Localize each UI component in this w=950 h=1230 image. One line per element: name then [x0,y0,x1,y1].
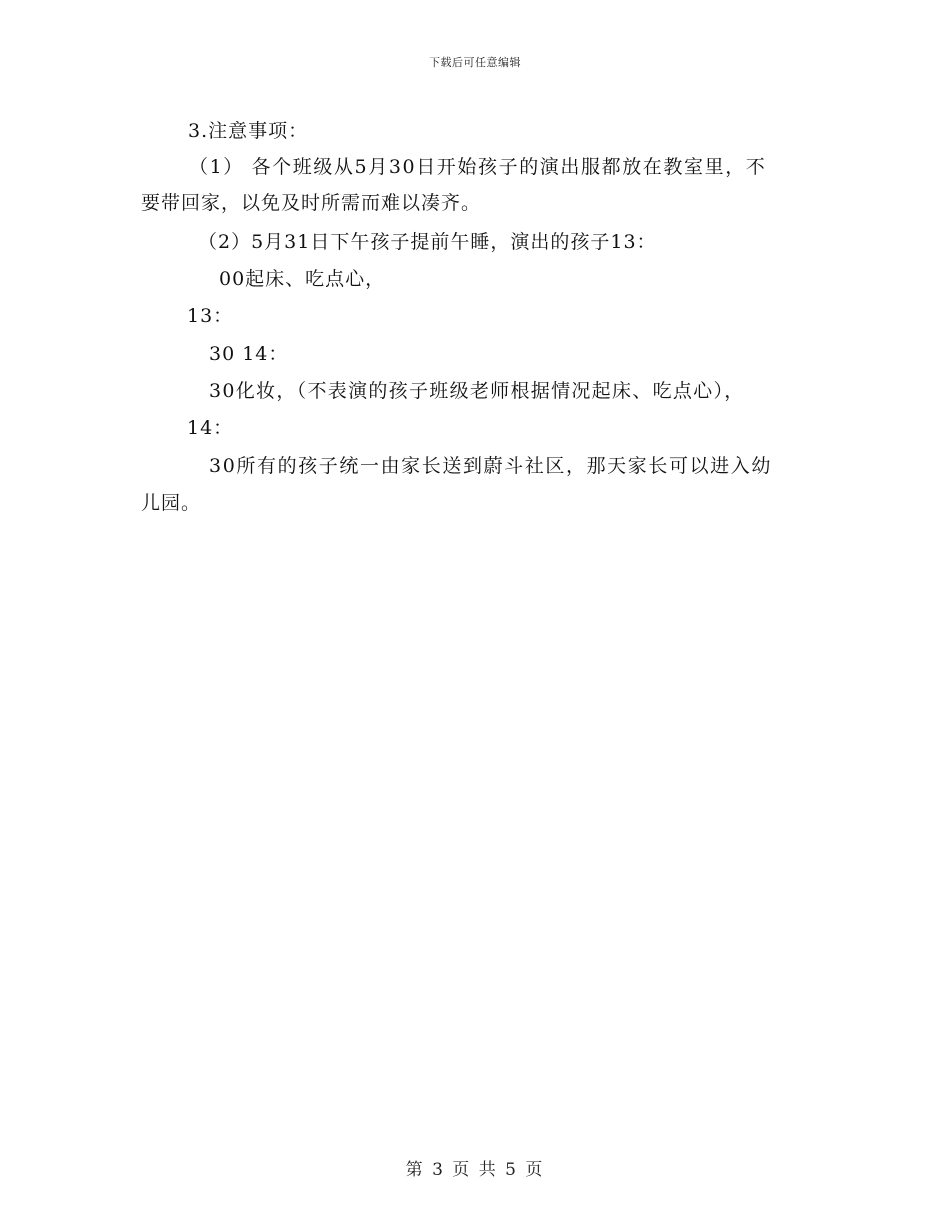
paragraph-line: 30所有的孩子统一由家长送到蔚斗社区，那天家长可以进入幼 [209,455,772,477]
paragraph-line: 00起床、吃点心， [219,268,386,290]
paragraph-line: 14： [187,417,234,439]
page-number-footer: 第 3 页 共 5 页 [405,1160,545,1180]
page-header: 下载后可任意编辑 [429,56,521,69]
paragraph-line: 30化妆，（不表演的孩子班级老师根据情况起床、吃点心）， [209,380,745,402]
section-heading-notes: 3.注意事项： [188,120,309,142]
paragraph-line: （1） 各个班级从5月30日开始孩子的演出服都放在教室里，不 [189,156,767,178]
paragraph-line: 要带回家，以免及时所需而难以凑齐。 [141,192,482,214]
paragraph-line: 13： [187,305,234,327]
paragraph-line: 30 14： [209,343,289,365]
paragraph-line: （2）5月31日下午孩子提前午睡，演出的孩子13： [198,231,657,253]
paragraph-line: 儿园。 [141,492,202,514]
